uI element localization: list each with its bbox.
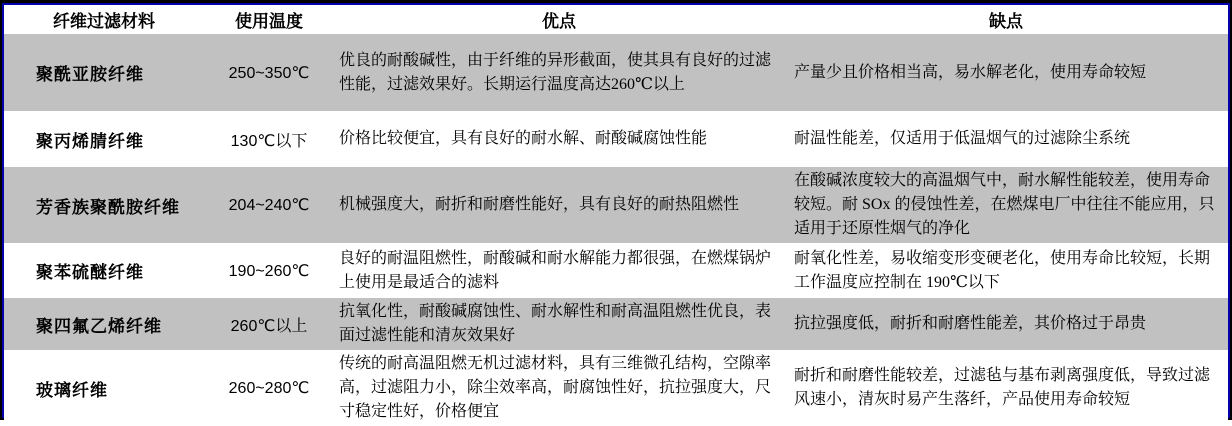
material-cell: 聚丙烯腈纤维 <box>36 131 144 151</box>
advantages-cell: 价格比较便宜，具有良好的耐水解、耐酸碱腐蚀性能 <box>339 130 708 147</box>
table-body <box>4 34 1228 426</box>
header-row <box>4 5 1228 34</box>
advantages-cell: 良好的耐温阻燃性，耐酸碱和耐水解能力都很强，在燃煤锅炉上使用是最适合的滤料 <box>339 249 772 291</box>
disadvantages-cell: 在酸碱浓度较大的高温烟气中，耐水解性能较差，使用寿命较短。耐 SOx 的侵蚀性差，在燃煤电厂中往往不能应用，只适用于还原性烟气的净化 <box>794 172 1215 237</box>
temperature-cell: 130℃以下 <box>230 132 308 150</box>
header-advantages: 优点 <box>334 5 784 34</box>
disadvantages-cell: 耐折和耐磨性能较差，过滤毡与基布剥离强度低，导致过滤风速小，清灰时易产生落纤，产品使用寿命较短 <box>794 367 1211 408</box>
table-frame-inner <box>2 3 1230 418</box>
table-row <box>4 350 1228 426</box>
table-row <box>4 34 1228 111</box>
material-cell: 聚酰亚胺纤维 <box>36 65 144 84</box>
disadvantages-cell: 抗拉强度低，耐折和耐磨性能差，其价格过于昂贵 <box>794 315 1147 332</box>
header-disadvantages: 缺点 <box>784 5 1228 34</box>
disadvantages-cell: 耐氧化性差，易收缩变形变硬老化，使用寿命比较短，长期工作温度应控制在 190℃以下 <box>794 249 1211 291</box>
disadvantages-cell: 产量少且价格相当高，易水解老化，使用寿命较短 <box>794 63 1147 81</box>
material-cell: 聚苯硫醚纤维 <box>36 263 144 282</box>
material-cell: 玻璃纤维 <box>36 380 108 400</box>
table-row <box>4 298 1228 350</box>
table-header <box>4 5 1228 34</box>
temperature-cell: 250~350℃ <box>228 64 310 82</box>
temperature-cell: 190~260℃ <box>228 262 310 280</box>
advantages-cell: 抗氧化性，耐酸碱腐蚀性、耐水解性和耐高温阻燃性优良，表面过滤性能和清灰效果好 <box>339 303 772 344</box>
disadvantages-cell: 耐温性能差，仅适用于低温烟气的过滤除尘系统 <box>794 130 1131 147</box>
temperature-cell: 260~280℃ <box>228 380 310 397</box>
table-row <box>4 243 1228 298</box>
material-cell: 芳香族聚酰胺纤维 <box>36 197 180 217</box>
advantages-cell: 优良的耐酸碱性，由于纤维的异形截面，使其具有良好的过滤性能，过滤效果好。长期运行温度高达260℃以上 <box>339 51 772 93</box>
advantages-cell: 机械强度大，耐折和耐磨性能好，具有良好的耐热阻燃性 <box>339 196 740 213</box>
fiber-filter-materials-table <box>4 5 1228 426</box>
header-material: 纤维过滤材料 <box>4 5 204 34</box>
table-row <box>4 111 1228 167</box>
material-cell: 聚四氟乙烯纤维 <box>36 316 162 336</box>
header-temperature: 使用温度 <box>204 5 334 34</box>
temperature-cell: 260℃以上 <box>230 317 308 335</box>
temperature-cell: 204~240℃ <box>228 197 310 214</box>
advantages-cell: 传统的耐高温阻燃无机过滤材料，具有三维微孔结构，空隙率高，过滤阻力小，除尘效率高，耐腐蚀性好，抗拉强度大，尺寸稳定性好，价格便宜 <box>339 355 772 420</box>
table-row <box>4 167 1228 243</box>
